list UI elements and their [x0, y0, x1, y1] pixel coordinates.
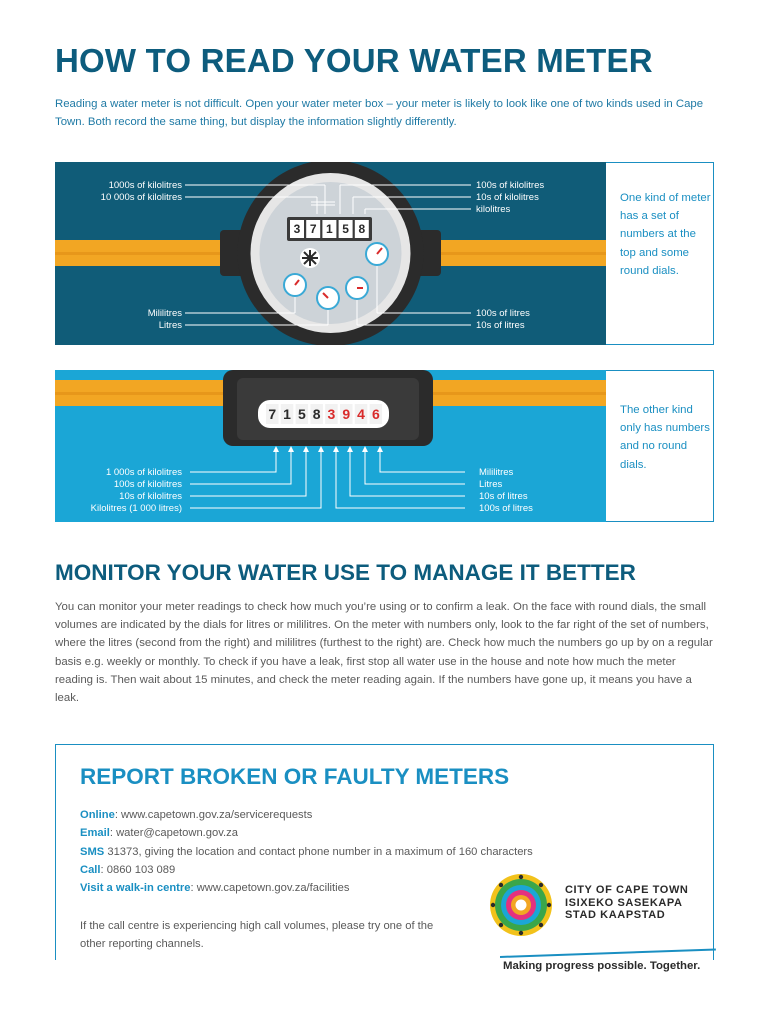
label2-litres: Litres	[479, 479, 503, 490]
label-litres: Litres	[158, 320, 182, 331]
logo-line-1: CITY OF CAPE TOWN	[565, 884, 689, 896]
contact-walkin	[80, 882, 349, 894]
online-link[interactable]: : www.capetown.gov.za/servicerequests	[114, 809, 313, 821]
contact-email	[80, 827, 238, 839]
email-link[interactable]: : water@capetown.gov.za	[109, 827, 238, 839]
logo-line-3: STAD KAAPSTAD	[565, 909, 666, 921]
meter2-digit-red: 3	[327, 406, 336, 422]
city-logo-text	[565, 884, 688, 922]
label2-1000s-kilolitres: 1 000s of kilolitres	[105, 467, 182, 478]
contact-online	[80, 809, 312, 821]
meter2-digit-red: 9	[342, 406, 351, 422]
label2-100s-kilolitres: 100s of kilolitres	[113, 479, 182, 490]
meter2-digit-red: 6	[371, 406, 380, 422]
meter2-digit-black: 8	[312, 406, 321, 422]
call-label: Call	[80, 864, 101, 876]
label-10s-kilolitres: 10s of kilolitres	[476, 192, 539, 203]
monitor-heading: MONITOR YOUR WATER USE TO MANAGE IT BETTER	[55, 560, 636, 585]
email-label: Email	[80, 827, 110, 839]
contact-sms	[80, 846, 533, 858]
city-logo-icon	[486, 872, 556, 938]
walkin-label: Visit a walk-in centre	[80, 882, 191, 894]
meter2-digit-black: 7	[268, 406, 277, 422]
meter1-digit: 1	[326, 222, 333, 236]
label2-kilolitres: Kilolitres (1 000 litres)	[90, 503, 182, 514]
report-heading: REPORT BROKEN OR FAULTY METERS	[80, 764, 510, 789]
meter2-digit-black: 5	[297, 406, 306, 422]
digit-meter-caption: The other kind only has numbers and no round dials.	[606, 370, 714, 522]
label2-10s-litres: 10s of litres	[479, 491, 528, 502]
monitor-body-text: You can monitor your meter readings to check how much you’re using or to confirm a leak. On the face with round dials, the small volumes are indicated by the dials for litres or mililitres. On the meter with numbers only, look to the far right of the set of numbers, where the litres (second from the right) and mililitres (furthest to the right) are. Check how much the numbers go up by on a regular basis e.g. weekly or monthly. To check if you have a leak, first stop all water use in the house and note how much the meter reading is. Then wait about 15 minutes, and check the meter reading again. If the numbers have gone up, it means you have a leak.	[55, 601, 713, 705]
intro-text: Reading a water meter is not difficult. Open your water meter box – your meter is likely to look like one of two kinds used in Cape Town. Both record the same thing, but display the information slightly differently.	[55, 98, 704, 128]
label-mililitres: Mililitres	[147, 308, 182, 319]
sms-value: 31373, giving the location and contact phone number in a maximum of 160 characters	[104, 846, 533, 858]
walkin-link[interactable]: : www.capetown.gov.za/facilities	[190, 882, 350, 894]
label-10000s-kilolitres: 10 000s of kilolitres	[100, 192, 182, 203]
meter1-digit: 7	[309, 222, 317, 236]
online-label: Online	[80, 809, 115, 821]
label2-100s-litres: 100s of litres	[479, 503, 533, 514]
call-value: : 0860 103 089	[100, 864, 176, 876]
label-kilolitres: kilolitres	[476, 204, 511, 215]
meter1-digit: 3	[293, 222, 301, 236]
dial-meter-illustration	[55, 162, 606, 345]
label-100s-litres: 100s of litres	[476, 308, 530, 319]
label-10s-litres: 10s of litres	[476, 320, 525, 331]
meter1-digit: 5	[342, 222, 349, 236]
meter2-digit-black: 1	[283, 406, 291, 422]
tagline: Making progress possible. Together.	[503, 960, 701, 972]
sms-label: SMS	[80, 846, 105, 858]
label2-mililitres: Mililitres	[479, 467, 514, 478]
call-centre-note: If the call centre is experiencing high call volumes, please try one of the other reporting channels.	[80, 920, 434, 950]
label-100s-kilolitres: 100s of kilolitres	[476, 180, 545, 191]
meter1-digit: 8	[358, 222, 366, 236]
label-1000s-kilolitres: 1000s of kilolitres	[108, 180, 182, 191]
page-title: HOW TO READ YOUR WATER METER	[55, 42, 653, 79]
label2-10s-kilolitres: 10s of kilolitres	[119, 491, 182, 502]
digit-meter-illustration	[55, 370, 606, 522]
dial-meter-caption: One kind of meter has a set of numbers at the top and some round dials.	[606, 162, 714, 345]
logo-line-2: ISIXEKO SASEKAPA	[565, 896, 683, 909]
meter2-digit-red: 4	[357, 406, 365, 422]
contact-call	[80, 864, 175, 876]
